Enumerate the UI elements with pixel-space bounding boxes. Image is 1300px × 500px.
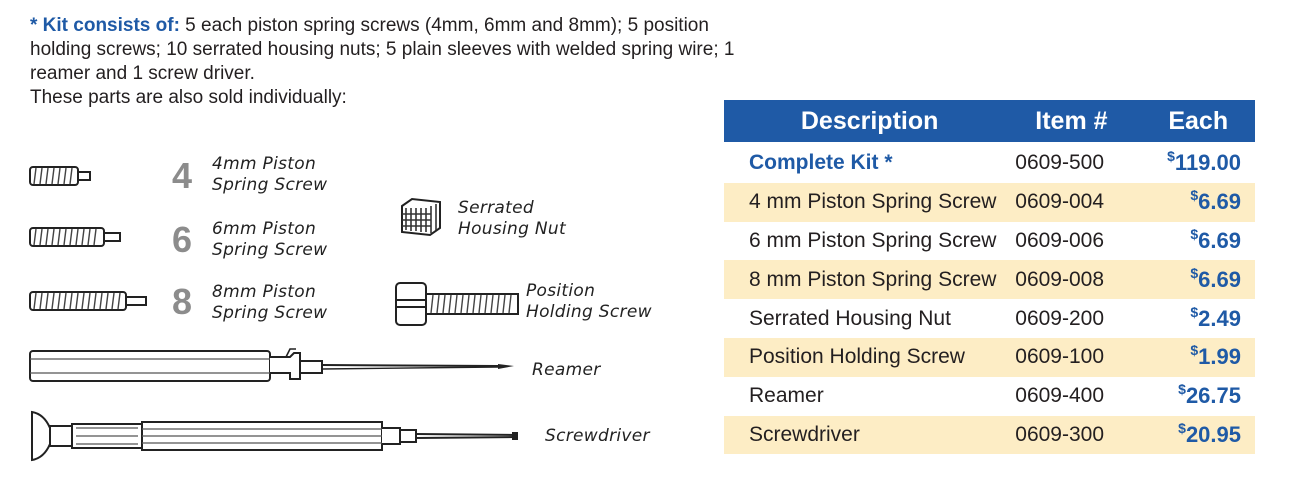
price-value: 26.75: [1185, 383, 1241, 409]
label-reamer: Reamer: [532, 360, 601, 380]
table-row: [724, 416, 1255, 455]
row-item: 0609-500: [1015, 151, 1105, 175]
row-price: [1141, 183, 1255, 222]
serrated-housing-nut-icon: [398, 196, 444, 238]
row-item: 0609-400: [1015, 384, 1105, 408]
part-number-8: 8: [172, 281, 193, 322]
row-description: Reamer: [749, 384, 824, 408]
row-item: 0609-006: [1015, 228, 1105, 252]
table-row: [724, 183, 1255, 222]
table-row: [724, 260, 1255, 299]
piston-spring-screw-4mm-icon: [28, 163, 94, 189]
price-value: 20.95: [1185, 421, 1241, 447]
row-description: Serrated Housing Nut: [749, 306, 951, 330]
currency-sign: $: [1190, 187, 1199, 204]
currency-sign: $: [1190, 264, 1199, 281]
table-row: [724, 143, 1255, 183]
row-description: Screwdriver: [724, 416, 1015, 455]
row-item: 0609-004: [1015, 183, 1141, 222]
price-value: 2.49: [1198, 305, 1241, 331]
position-holding-screw-icon: [393, 280, 523, 328]
piston-spring-screw-8mm-icon: [28, 288, 152, 314]
row-price: [1141, 260, 1255, 299]
row-description: 4 mm Piston Spring Screw: [724, 183, 1015, 222]
row-item: 0609-200: [1015, 306, 1105, 330]
individual-note: These parts are also sold individually:: [30, 87, 347, 108]
row-price: [1141, 338, 1255, 377]
part-number-4: 4: [172, 155, 193, 196]
row-item: 0609-100: [1015, 338, 1141, 377]
label-screwdriver: Screwdriver: [545, 426, 650, 446]
row-price: [1141, 416, 1255, 455]
currency-sign: $: [1178, 419, 1186, 436]
row-price: [1141, 299, 1255, 338]
row-price: [1141, 222, 1255, 261]
currency-sign: $: [1178, 381, 1186, 398]
table-row: [724, 338, 1255, 377]
col-description-header: Description: [724, 100, 1015, 143]
price-value: 6.69: [1198, 189, 1241, 215]
piston-spring-screw-6mm-icon: [28, 224, 126, 250]
label-6mm-piston: 6mm Piston Spring Screw: [212, 219, 328, 260]
part-number-6: 6: [172, 219, 193, 260]
currency-sign: $: [1190, 303, 1199, 320]
table-row: [724, 377, 1255, 416]
table-row: [724, 299, 1255, 338]
row-description: 8 mm Piston Spring Screw: [724, 260, 1015, 299]
label-serrated-housing-nut: Serrated Housing Nut: [458, 198, 566, 239]
currency-sign: $: [1190, 342, 1199, 359]
currency-sign: $: [1190, 225, 1199, 242]
reamer-icon: [28, 345, 520, 387]
row-description: Position Holding Screw: [724, 338, 1015, 377]
price-table: [724, 100, 1255, 454]
col-each-header: Each: [1141, 100, 1255, 143]
kit-contents-text: 5 each piston spring screws (4mm, 6mm and 8mm); 5 position holding screws; 10 serrated housing nuts; 5 plain sleeves with welded spring wire; 1 reamer and 1 screw driver.: [30, 15, 735, 84]
row-item: 0609-300: [1015, 416, 1141, 455]
screwdriver-icon: [28, 408, 528, 464]
row-price: [1141, 377, 1255, 416]
row-price: [1141, 143, 1255, 183]
price-value: 6.69: [1198, 227, 1241, 253]
label-position-holding-screw: Position Holding Screw: [526, 281, 652, 322]
label-8mm-piston: 8mm Piston Spring Screw: [212, 282, 328, 323]
currency-sign: $: [1167, 148, 1175, 165]
label-4mm-piston: 4mm Piston Spring Screw: [212, 154, 328, 195]
col-item-header: Item #: [1015, 100, 1141, 143]
kit-lead: * Kit consists of:: [30, 15, 180, 36]
table-header-row: [724, 100, 1255, 143]
row-description: 6 mm Piston Spring Screw: [749, 228, 997, 252]
row-description: Complete Kit *: [749, 151, 893, 175]
row-item: 0609-008: [1015, 260, 1141, 299]
price-value: 1.99: [1198, 344, 1241, 370]
price-value: 6.69: [1198, 266, 1241, 292]
table-row: [724, 222, 1255, 261]
price-value: 119.00: [1174, 150, 1241, 176]
